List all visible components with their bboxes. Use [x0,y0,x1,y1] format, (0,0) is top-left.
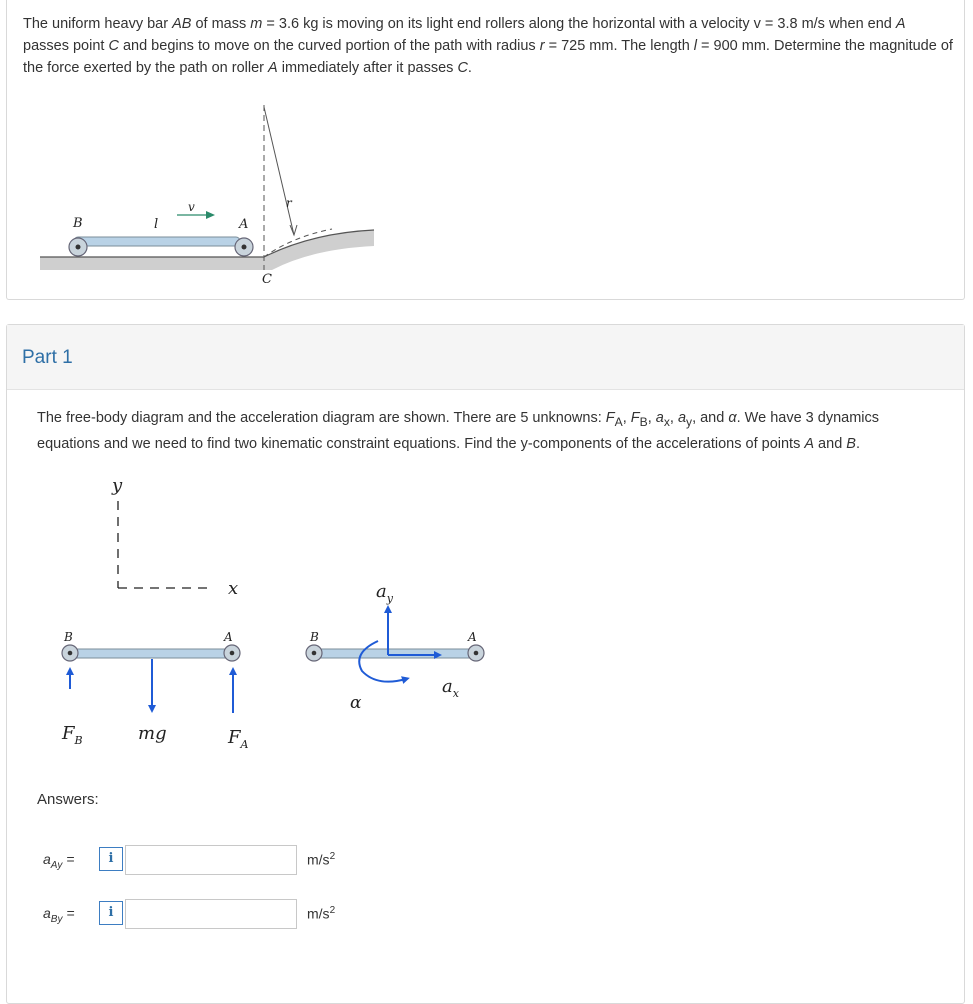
figure-label-v: v [188,200,195,214]
acc-ax-label: $a_x$ [442,676,459,700]
acc-ay-label: $a_y$ [376,581,393,605]
acc-alpha-arrow [359,641,406,682]
figure-label-l: l [154,217,159,232]
figure-label-r: r [286,196,292,210]
figure-label-c: C [262,272,272,287]
answer-unit-a-by: $m/s^2$ [307,905,336,922]
figure-label-a: A [239,217,249,232]
fbd-figure [32,473,512,763]
part-title: Part 1 [22,347,73,368]
fbd-label-b: B [64,630,73,644]
axis-x-label: x [228,578,239,599]
bar-ab [74,237,240,246]
problem-card [6,0,965,300]
axis-y-label: y [112,475,123,496]
answer-input-a-ay[interactable] [125,845,297,875]
answers-label: Answers: [37,791,99,808]
answer-unit-a-ay: $m/s^2$ [307,851,336,868]
force-fb-label: $F_B$ [62,723,83,747]
acc-bar [312,649,478,658]
part-intro: The free-body diagram and the acceleration diagram are shown. There are 5 unknowns: $F_A$, $F_B$, $a_x$, $a_y$, and α. We have 3 dynamics equations and we need to find two kinematic constraint equations. Find the y-components of the accelerations of points A and B. [37,410,880,452]
info-button-a-by[interactable]: i [99,901,123,925]
figure-label-b: B [73,216,83,231]
part-1-panel [6,324,965,1004]
part-header [7,325,964,390]
problem-figure [32,95,432,295]
acc-alpha-label: α [350,693,362,713]
problem-statement: The uniform heavy bar AB of mass m = 3.6 kg is moving on its light end rollers along the horizontal with a velocity v = 3.8 m/s when end A passes point C and begins to move on the curved portion of the path with radius r = 725 mm. The length l = 900 mm. Determine the magnitude of the force exerted by the path on roller A immediately after it passes C. [23,16,953,76]
acc-label-a: A [468,630,477,644]
acc-label-b: B [310,630,319,644]
answer-label-a-by: $a_{By}$ = [43,905,75,925]
answer-input-a-by[interactable] [125,899,297,929]
answer-label-a-ay: $a_{Ay}$ = [43,851,75,871]
force-mg-label: mg [138,723,167,744]
fbd-bar [68,649,234,658]
fbd-label-a: A [224,630,233,644]
info-button-a-ay[interactable]: i [99,847,123,871]
force-fa-label: $F_A$ [228,727,249,751]
